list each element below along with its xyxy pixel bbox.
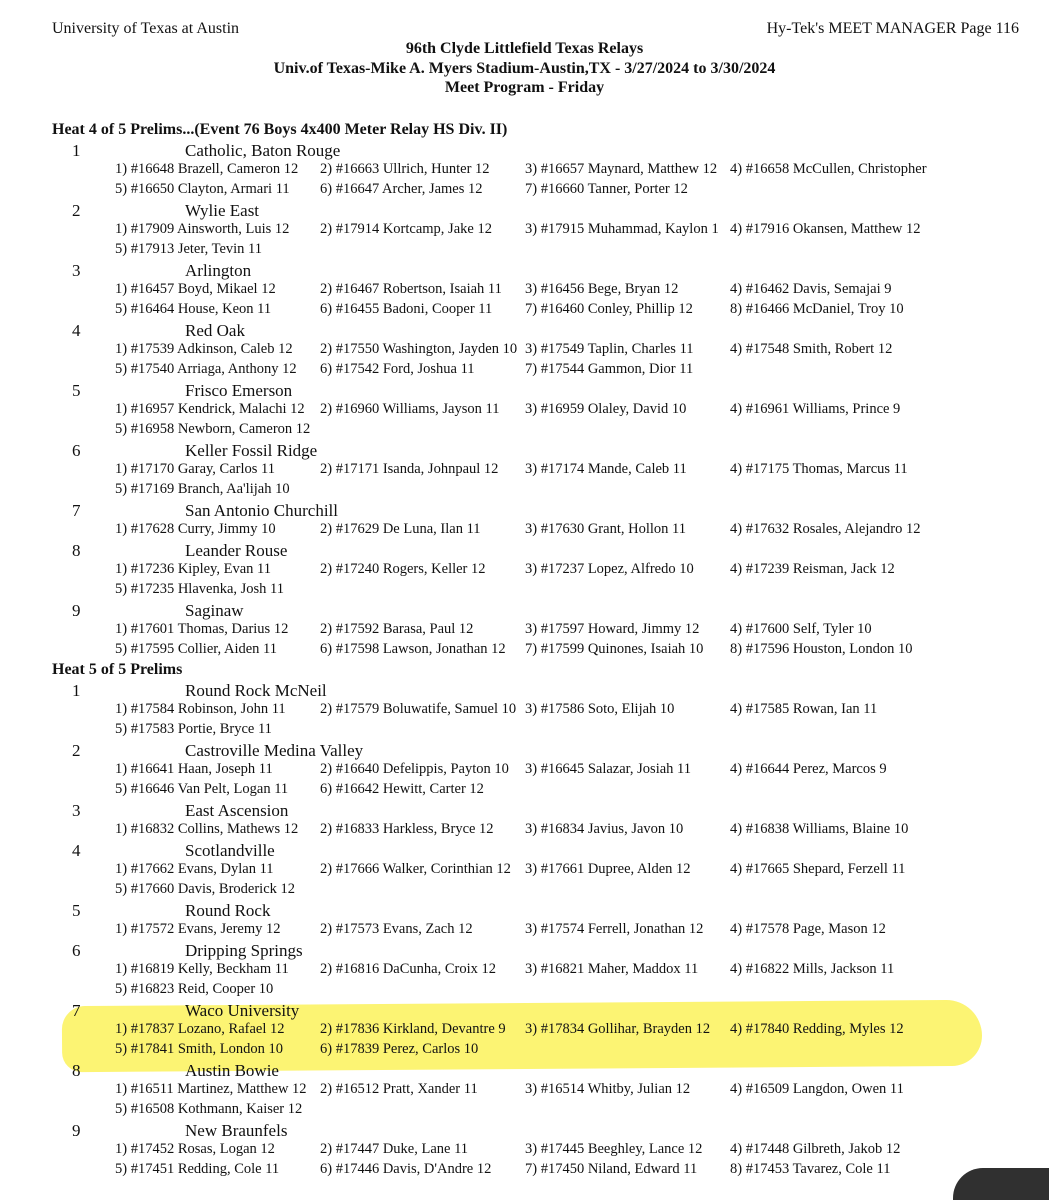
runner-entry: 4) #17239 Reisman, Jack 12 <box>730 561 895 577</box>
runner-entry: 5) #17660 Davis, Broderick 12 <box>115 881 296 897</box>
runner-entry: 6) #16647 Archer, James 12 <box>320 181 483 197</box>
runner-entry: 2) #16640 Defelippis, Payton 10 <box>320 761 509 777</box>
runner-entry: 2) #17836 Kirkland, Devantre 9 <box>320 1021 506 1037</box>
runner-entry: 7) #17450 Niland, Edward 11 <box>525 1161 698 1177</box>
runner-entry: 1) #17662 Evans, Dylan 11 <box>115 861 274 877</box>
runner-entry: 2) #16467 Robertson, Isaiah 11 <box>320 281 502 297</box>
team-name: Saginaw <box>185 601 244 620</box>
lane-number: 5 <box>72 901 81 920</box>
heat-title: Heat 4 of 5 Prelims...(Event 76 Boys 4x400 Meter Relay HS Div. II) <box>52 121 508 138</box>
runner-entry: 1) #16957 Kendrick, Malachi 12 <box>115 401 305 417</box>
runner-entry: 2) #16663 Ullrich, Hunter 12 <box>320 161 490 177</box>
team-name: Round Rock McNeil <box>185 681 327 700</box>
runner-entry: 2) #17240 Rogers, Keller 12 <box>320 561 486 577</box>
team-name: Keller Fossil Ridge <box>185 441 318 460</box>
runner-entry: 5) #16508 Kothmann, Kaiser 12 <box>115 1101 303 1117</box>
runner-entry: 8) #17453 Tavarez, Cole 11 <box>730 1161 891 1177</box>
runner-entry: 4) #16822 Mills, Jackson 11 <box>730 961 895 977</box>
lane-number: 6 <box>72 941 81 960</box>
team-name: New Braunfels <box>185 1121 288 1140</box>
runner-entry: 6) #16642 Hewitt, Carter 12 <box>320 781 484 797</box>
corner-overlay <box>953 1168 1049 1200</box>
runner-entry: 4) #16658 McCullen, Christopher <box>730 161 927 177</box>
runner-entry: 4) #17600 Self, Tyler 10 <box>730 621 872 637</box>
runner-entry: 1) #16648 Brazell, Cameron 12 <box>115 161 299 177</box>
runner-entry: 4) #16462 Davis, Semajai 9 <box>730 281 892 297</box>
runner-entry: 3) #16645 Salazar, Josiah 11 <box>525 761 691 777</box>
lane-number: 7 <box>72 1001 81 1020</box>
runner-entry: 3) #17549 Taplin, Charles 11 <box>525 341 694 357</box>
runner-entry: 5) #16958 Newborn, Cameron 12 <box>115 421 311 437</box>
runner-entry: 4) #17448 Gilbreth, Jakob 12 <box>730 1141 901 1157</box>
runner-entry: 3) #16456 Bege, Bryan 12 <box>525 281 679 297</box>
runner-entry: 5) #17235 Hlavenka, Josh 11 <box>115 581 285 597</box>
runner-entry: 4) #16644 Perez, Marcos 9 <box>730 761 887 777</box>
team-name: San Antonio Churchill <box>185 501 338 520</box>
runner-entry: 2) #17666 Walker, Corinthian 12 <box>320 861 511 877</box>
runner-entry: 3) #17661 Dupree, Alden 12 <box>525 861 691 877</box>
lane-number: 2 <box>72 201 81 220</box>
runner-entry: 4) #17665 Shepard, Ferzell 11 <box>730 861 906 877</box>
runner-entry: 3) #17586 Soto, Elijah 10 <box>525 701 675 717</box>
lane-number: 1 <box>72 141 81 160</box>
runner-entry: 4) #17585 Rowan, Ian 11 <box>730 701 878 717</box>
runner-entry: 6) #17446 Davis, D'Andre 12 <box>320 1161 492 1177</box>
lane-number: 3 <box>72 801 81 820</box>
runner-entry: 3) #17597 Howard, Jimmy 12 <box>525 621 700 637</box>
meet-venue-dates: Univ.of Texas-Mike A. Myers Stadium-Austin,TX - 3/27/2024 to 3/30/2024 <box>273 60 776 77</box>
runner-entry: 3) #17237 Lopez, Alfredo 10 <box>525 561 694 577</box>
runner-entry: 4) #16509 Langdon, Owen 11 <box>730 1081 904 1097</box>
runner-entry: 3) #17574 Ferrell, Jonathan 12 <box>525 921 704 937</box>
runner-entry: 5) #17583 Portie, Bryce 11 <box>115 721 272 737</box>
heat-title: Heat 5 of 5 Prelims <box>52 661 183 678</box>
runner-entry: 5) #16464 House, Keon 11 <box>115 301 272 317</box>
runner-entry: 3) #16514 Whitby, Julian 12 <box>525 1081 691 1097</box>
lane-number: 8 <box>72 1061 81 1080</box>
runner-entry: 4) #16961 Williams, Prince 9 <box>730 401 901 417</box>
runner-entry: 1) #16511 Martinez, Matthew 12 <box>115 1081 307 1097</box>
runner-entry: 2) #17592 Barasa, Paul 12 <box>320 621 474 637</box>
runner-entry: 4) #17175 Thomas, Marcus 11 <box>730 461 908 477</box>
runner-entry: 1) #17909 Ainsworth, Luis 12 <box>115 221 290 237</box>
runner-entry: 6) #17542 Ford, Joshua 11 <box>320 361 475 377</box>
runner-entry: 1) #16457 Boyd, Mikael 12 <box>115 281 276 297</box>
runner-entry: 2) #17573 Evans, Zach 12 <box>320 921 473 937</box>
runner-entry: 5) #17169 Branch, Aa'lijah 10 <box>115 481 290 497</box>
lane-number: 7 <box>72 501 81 520</box>
runner-entry: 6) #17598 Lawson, Jonathan 12 <box>320 641 506 657</box>
runner-entry: 1) #16832 Collins, Mathews 12 <box>115 821 299 837</box>
runner-entry: 1) #17539 Adkinson, Caleb 12 <box>115 341 293 357</box>
runner-entry: 1) #17236 Kipley, Evan 11 <box>115 561 271 577</box>
runner-entry: 1) #17628 Curry, Jimmy 10 <box>115 521 276 537</box>
runner-entry: 3) #16834 Javius, Javon 10 <box>525 821 684 837</box>
lane-number: 4 <box>72 841 81 860</box>
runner-entry: 1) #17837 Lozano, Rafael 12 <box>115 1021 285 1037</box>
runner-entry: 2) #16512 Pratt, Xander 11 <box>320 1081 478 1097</box>
runner-entry: 2) #17914 Kortcamp, Jake 12 <box>320 221 492 237</box>
runner-entry: 8) #17596 Houston, London 10 <box>730 641 913 657</box>
runner-entry: 2) #16833 Harkless, Bryce 12 <box>320 821 494 837</box>
team-name: Waco University <box>185 1001 300 1020</box>
runner-entry: 2) #16960 Williams, Jayson 11 <box>320 401 500 417</box>
lane-number: 9 <box>72 601 81 620</box>
team-name: Catholic, Baton Rouge <box>185 141 341 160</box>
runner-entry: 7) #17599 Quinones, Isaiah 10 <box>525 641 704 657</box>
team-name: Leander Rouse <box>185 541 288 560</box>
meet-title: 96th Clyde Littlefield Texas Relays <box>405 40 644 57</box>
runner-entry: 5) #17841 Smith, London 10 <box>115 1041 283 1057</box>
runner-entry: 4) #17632 Rosales, Alejandro 12 <box>730 521 921 537</box>
runner-entry: 5) #17451 Redding, Cole 11 <box>115 1161 280 1177</box>
team-name: Castroville Medina Valley <box>185 741 364 760</box>
runner-entry: 3) #17915 Muhammad, Kaylon 1 <box>525 221 719 237</box>
runner-entry: 5) #17540 Arriaga, Anthony 12 <box>115 361 297 377</box>
runner-entry: 7) #16460 Conley, Phillip 12 <box>525 301 693 317</box>
runner-entry: 7) #17544 Gammon, Dior 11 <box>525 361 694 377</box>
runner-entry: 1) #17572 Evans, Jeremy 12 <box>115 921 281 937</box>
runner-entry: 7) #16660 Tanner, Porter 12 <box>525 181 688 197</box>
runner-entry: 1) #17601 Thomas, Darius 12 <box>115 621 289 637</box>
lane-number: 2 <box>72 741 81 760</box>
team-name: East Ascension <box>185 801 289 820</box>
runner-entry: 4) #17840 Redding, Myles 12 <box>730 1021 904 1037</box>
lane-number: 4 <box>72 321 81 340</box>
runner-entry: 4) #16838 Williams, Blaine 10 <box>730 821 909 837</box>
runner-entry: 5) #16646 Van Pelt, Logan 11 <box>115 781 289 797</box>
runner-entry: 2) #17579 Boluwatife, Samuel 10 <box>320 701 517 717</box>
team-name: Austin Bowie <box>185 1061 279 1080</box>
runner-entry: 3) #16821 Maher, Maddox 11 <box>525 961 699 977</box>
team-name: Frisco Emerson <box>185 381 293 400</box>
runner-entry: 5) #16823 Reid, Cooper 10 <box>115 981 274 997</box>
team-name: Dripping Springs <box>185 941 303 960</box>
team-name: Round Rock <box>185 901 271 920</box>
runner-entry: 6) #17839 Perez, Carlos 10 <box>320 1041 479 1057</box>
runner-entry: 2) #17550 Washington, Jayden 10 <box>320 341 518 357</box>
runner-entry: 3) #16657 Maynard, Matthew 12 <box>525 161 718 177</box>
lane-number: 9 <box>72 1121 81 1140</box>
lane-number: 8 <box>72 541 81 560</box>
team-name: Wylie East <box>185 201 260 220</box>
lane-number: 1 <box>72 681 81 700</box>
runner-entry: 5) #17595 Collier, Aiden 11 <box>115 641 277 657</box>
runner-entry: 8) #16466 McDaniel, Troy 10 <box>730 301 904 317</box>
team-name: Arlington <box>185 261 252 280</box>
team-name: Scotlandville <box>185 841 275 860</box>
team-name: Red Oak <box>185 321 245 340</box>
runner-entry: 4) #17548 Smith, Robert 12 <box>730 341 893 357</box>
runner-entry: 3) #17834 Gollihar, Brayden 12 <box>525 1021 711 1037</box>
header-software-page: Hy-Tek's MEET MANAGER Page 116 <box>766 20 1019 37</box>
lane-number: 6 <box>72 441 81 460</box>
runner-entry: 4) #17578 Page, Mason 12 <box>730 921 886 937</box>
runner-entry: 2) #16816 DaCunha, Croix 12 <box>320 961 496 977</box>
runner-entry: 3) #17630 Grant, Hollon 11 <box>525 521 686 537</box>
lane-number: 5 <box>72 381 81 400</box>
lane-number: 3 <box>72 261 81 280</box>
runner-entry: 5) #16650 Clayton, Armari 11 <box>115 181 290 197</box>
runner-entry: 2) #17629 De Luna, Ilan 11 <box>320 521 481 537</box>
runner-entry: 3) #16959 Olaley, David 10 <box>525 401 687 417</box>
runner-entry: 1) #17452 Rosas, Logan 12 <box>115 1141 275 1157</box>
runner-entry: 3) #17445 Beeghley, Lance 12 <box>525 1141 703 1157</box>
runner-entry: 2) #17447 Duke, Lane 11 <box>320 1141 469 1157</box>
runner-entry: 1) #16819 Kelly, Beckham 11 <box>115 961 289 977</box>
meet-program-day: Meet Program - Friday <box>444 79 605 96</box>
runner-entry: 1) #17170 Garay, Carlos 11 <box>115 461 276 477</box>
runner-entry: 5) #17913 Jeter, Tevin 11 <box>115 241 263 257</box>
header-institution: University of Texas at Austin <box>52 20 240 37</box>
runner-entry: 2) #17171 Isanda, Johnpaul 12 <box>320 461 499 477</box>
runner-entry: 6) #16455 Badoni, Cooper 11 <box>320 301 493 317</box>
runner-entry: 4) #17916 Okansen, Matthew 12 <box>730 221 921 237</box>
runner-entry: 3) #17174 Mande, Caleb 11 <box>525 461 687 477</box>
runner-entry: 1) #16641 Haan, Joseph 11 <box>115 761 273 777</box>
runner-entry: 1) #17584 Robinson, John 11 <box>115 701 286 717</box>
